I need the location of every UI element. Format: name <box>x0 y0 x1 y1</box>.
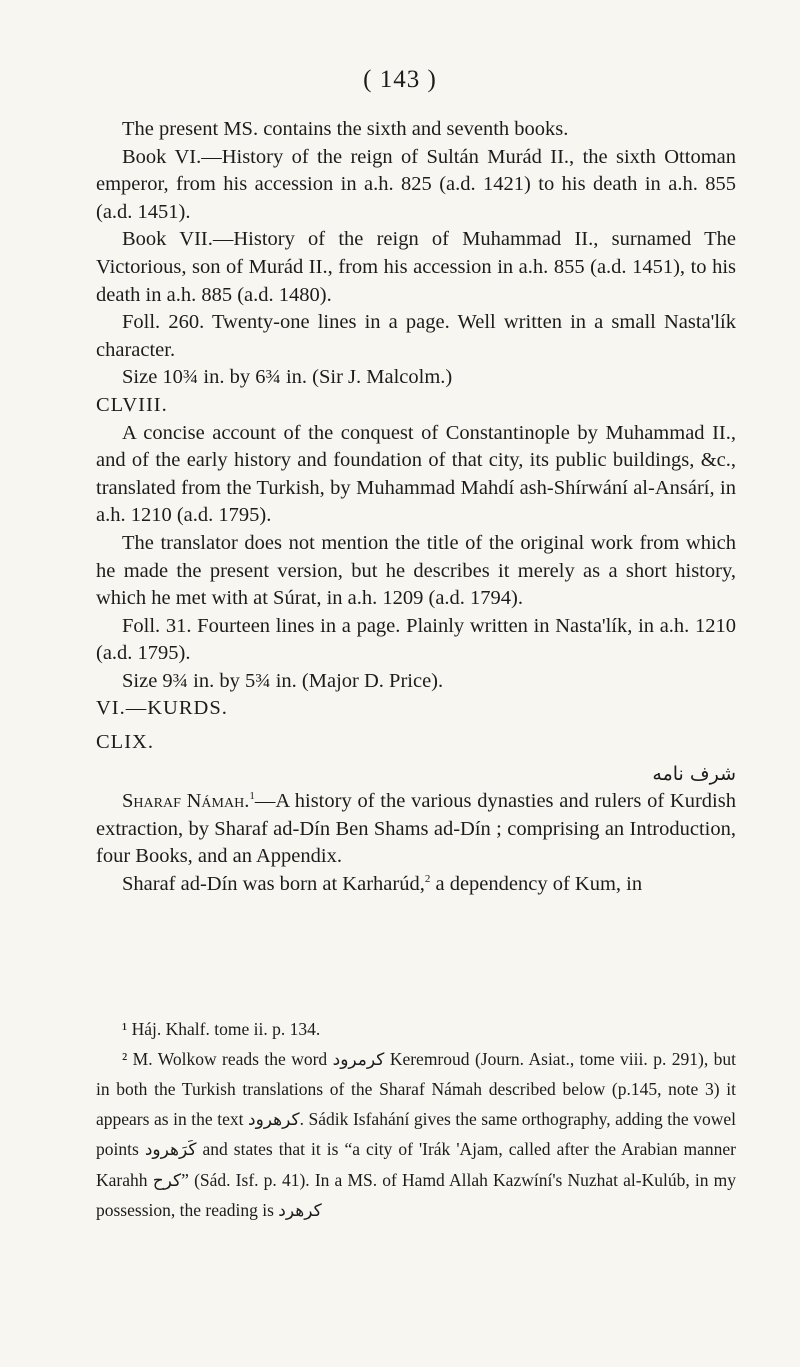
footnotes <box>96 1015 736 1227</box>
intro-paragraph: The present MS. contains the sixth and seventh books. <box>122 118 569 140</box>
footnote-2-text-d: and states that it is “a city of 'Irák 'Ajam, called after the Arabian manner Karahh <box>96 1139 737 1190</box>
footnote-ref-2: 2 <box>424 873 431 886</box>
arabic-word-4: کرح <box>152 1170 182 1191</box>
clix-author-paragraph <box>96 871 736 899</box>
arabic-word-2: کرهرود <box>248 1109 300 1130</box>
arabic-word-1: کرمرود <box>332 1049 385 1070</box>
entry-heading-clix: CLIX. <box>96 731 154 754</box>
section-heading: VI.—KURDS. <box>96 697 228 720</box>
main-text <box>96 116 736 899</box>
footnote-2 <box>96 1045 736 1227</box>
clviii-folio: Foll. 31. Fourteen lines in a page. Plainly written in Nasta'lík, in a.h. 1210 (a.d. 1795). <box>96 614 736 665</box>
clviii-translator-note: The translator does not mention the title of the original work from which he made the present version, but he describes it merely as a short history, which he met with at Súrat, in a.h. 1209 (a.d. 1794). <box>96 531 736 610</box>
clix-author-text: Sharaf ad-Dín was born at Karharúd, <box>122 873 425 896</box>
clix-description <box>96 788 736 871</box>
footnote-ref-1: 1 <box>249 790 255 803</box>
clix-author-text-end: a dependency of Kum, in <box>430 873 643 896</box>
arabic-word-3: کَرَهرود <box>144 1140 197 1160</box>
page-number: ( 143 ) <box>363 66 437 93</box>
entry-heading-clviii: CLVIII. <box>96 393 168 416</box>
work-title: Sharaf Námah. <box>122 790 250 813</box>
arabic-title: شرف نامه <box>652 762 736 785</box>
clviii-description: A concise account of the conquest of Constantinople by Muhammad II., and of the early history and foundation of that city, its public buildings, &c., translated from the Turkish, by Muhammad Mahdí ash-Shírwání al-Ansárí, in a.h. 1210 (a.d. 1795). <box>96 421 736 527</box>
arabic-word-5: کرهرد <box>278 1201 322 1221</box>
clix-description-text: —A history of the various dynasties and rulers of Kurdish extraction, by Sharaf ad-Dín Ben Shams ad-Dín ; comprising an Introduction, four Books, and an Appendix. <box>96 790 736 868</box>
footnote-2-text-a: ² M. Wolkow reads the word <box>122 1048 328 1069</box>
footnote-2-text-b: Keremroud (Journ. Asiat., tome viii. p. 291), but in both the Turkish translations of the Sharaf Námah described below (p.145, note 3) it appears as in the text <box>96 1048 737 1129</box>
footnote-2-text-c: . Sádik Isfahání gives the same orthography, adding the vowel points <box>96 1108 736 1159</box>
size-paragraph: Size 10¾ in. by 6¾ in. (Sir J. Malcolm.) <box>122 366 453 389</box>
book-6-paragraph: Book VI.—History of the reign of Sultán Murád II., the sixth Ottoman emperor, from his accession in a.h. 825 (a.d. 1421) to his death in a.h. 855 (a.d. 1451). <box>96 145 736 223</box>
clviii-size: Size 9¾ in. by 5¾ in. (Major D. Price). <box>122 669 444 692</box>
footnote-1: ¹ Háj. Khalf. tome ii. p. 134. <box>122 1019 321 1039</box>
footnote-2-text-e: ” (Sád. Isf. p. 41). In a MS. of Hamd Allah Kazwíní's Nuzhat al-Kulúb, in my possession, the reading is <box>96 1169 737 1220</box>
folio-paragraph: Foll. 260. Twenty-one lines in a page. Well written in a small Nasta'lík character. <box>96 311 736 361</box>
book-7-paragraph: Book VII.—History of the reign of Muhammad II., surnamed The Victorious, son of Murád II., from his accession in a.h. 855 (a.d. 1451), to his death in a.h. 885 (a.d. 1480). <box>96 228 736 306</box>
